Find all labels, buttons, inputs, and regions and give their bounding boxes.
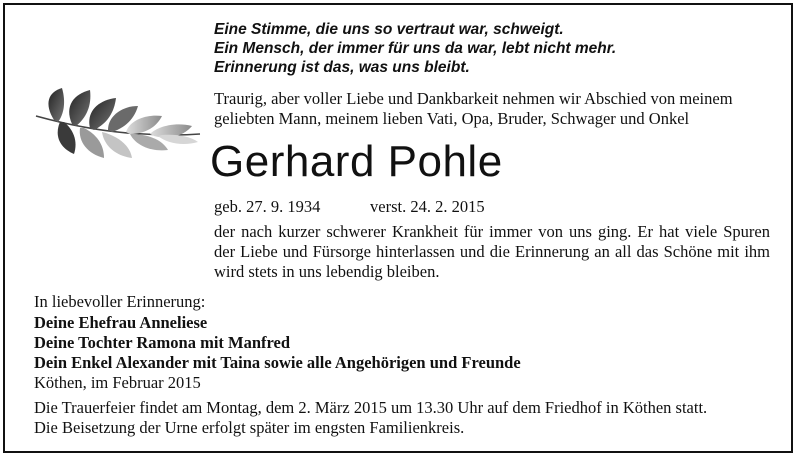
- funeral-line: Die Beisetzung der Urne erfolgt später im engsten Familienkreis.: [34, 418, 465, 437]
- mourner-entry: Dein Enkel Alexander mit Taina sowie alle Angehörigen und Freunde: [34, 353, 521, 372]
- intro-text: [214, 89, 774, 129]
- poem-line: Erinnerung ist das, was uns bleibt.: [214, 59, 470, 76]
- olive-branch-icon: [34, 84, 204, 174]
- poem-line: Ein Mensch, der immer für uns da war, lebt nicht mehr.: [214, 40, 617, 57]
- mourner-entry: Deine Tochter Ramona mit Manfred: [34, 333, 291, 352]
- funeral-line: Die Trauerfeier findet am Montag, dem 2. März 2015 um 13.30 Uhr auf dem Friedhof in Köthen statt.: [34, 398, 708, 417]
- intro-line: Traurig, aber voller Liebe und Dankbarkeit nehmen wir Abschied von meinem: [214, 89, 733, 108]
- place-date: Köthen, im Februar 2015: [34, 373, 201, 392]
- death-date: verst. 24. 2. 2015: [370, 197, 485, 216]
- birth-date: geb. 27. 9. 1934: [214, 197, 321, 216]
- poem: [214, 20, 616, 77]
- mourners-list: [34, 313, 521, 373]
- poem-line: Eine Stimme, die uns so vertraut war, schweigt.: [214, 21, 564, 38]
- memorial-message: der nach kurzer schwerer Krankheit für immer von uns ging. Er hat viele Spuren der Liebe und Fürsorge hinterlassen und die Erinnerung an all das Schöne mit ihm wird stets in uns lebendig bleiben.: [214, 222, 770, 281]
- deceased-name: Gerhard Pohle: [210, 137, 503, 186]
- funeral-info: [34, 398, 707, 438]
- mourners-label: In liebevoller Erinnerung:: [34, 292, 206, 311]
- life-dates: [214, 197, 485, 217]
- intro-line: geliebten Mann, meinem lieben Vati, Opa, Bruder, Schwager und Onkel: [214, 109, 690, 128]
- mourner-entry: Deine Ehefrau Anneliese: [34, 313, 208, 332]
